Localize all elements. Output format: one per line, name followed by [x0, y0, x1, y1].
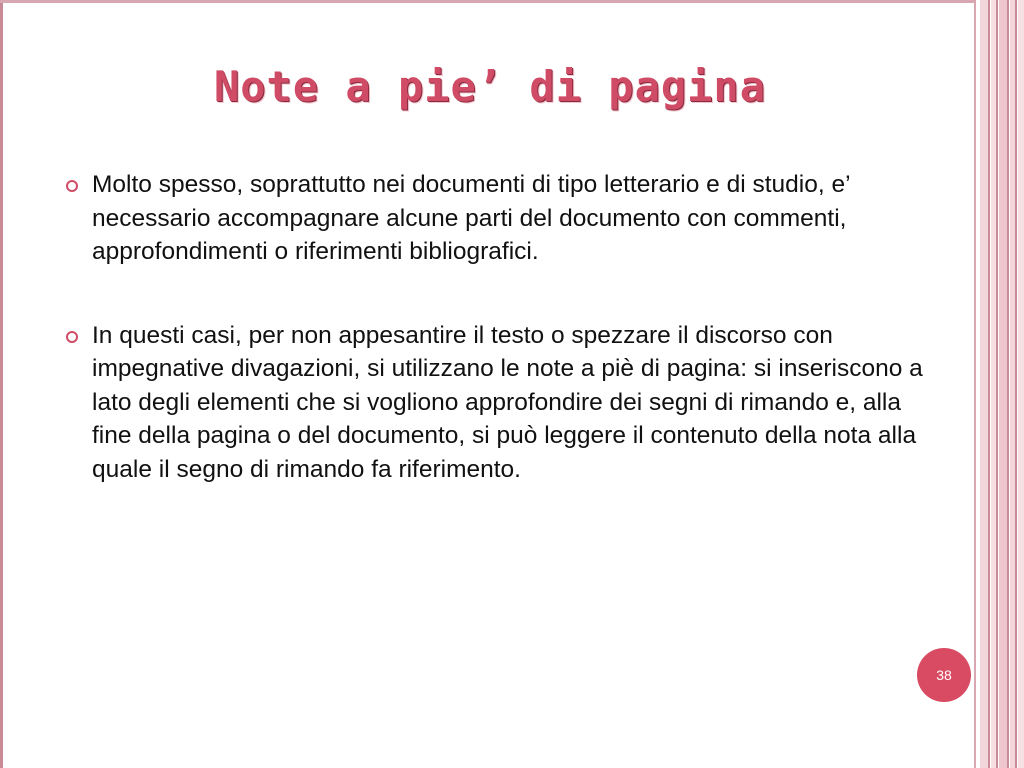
decorative-stripe [980, 0, 988, 768]
bullet-item [66, 168, 946, 269]
decorative-stripe [1015, 0, 1017, 768]
decorative-stripe [1007, 0, 1009, 768]
decorative-stripe [1018, 0, 1024, 768]
bullet-text: In questi casi, per non appesantire il testo o spezzare il discorso con impegnative divagazioni, si utilizzano le note a piè di pagina: si inseriscono a lato degli elementi che si vogliono approfondire dei segni di rimando e, alla fine della pagina o del documento, si può leggere il contenuto della nota alla quale il segno di rimando fa riferimento. [92, 321, 923, 483]
decorative-stripe [988, 0, 990, 768]
bullet-circle-icon [66, 180, 78, 192]
bullet-circle-icon [66, 331, 78, 343]
bullet-item [66, 319, 946, 487]
slide-title: Note a pie’ di pagina [213, 62, 766, 111]
frame-left-border [0, 0, 3, 768]
decorative-stripe [999, 0, 1007, 768]
bullet-list [66, 168, 946, 486]
decorative-stripe [996, 0, 998, 768]
frame-top-border [0, 0, 976, 3]
page-number-badge: 38 [917, 648, 971, 702]
bullet-text: Molto spesso, soprattutto nei documenti di tipo letterario e di studio, e’ necessario accompagnare alcune parti del documento con commenti, approfondimenti o riferimenti bibliografici. [92, 171, 850, 265]
